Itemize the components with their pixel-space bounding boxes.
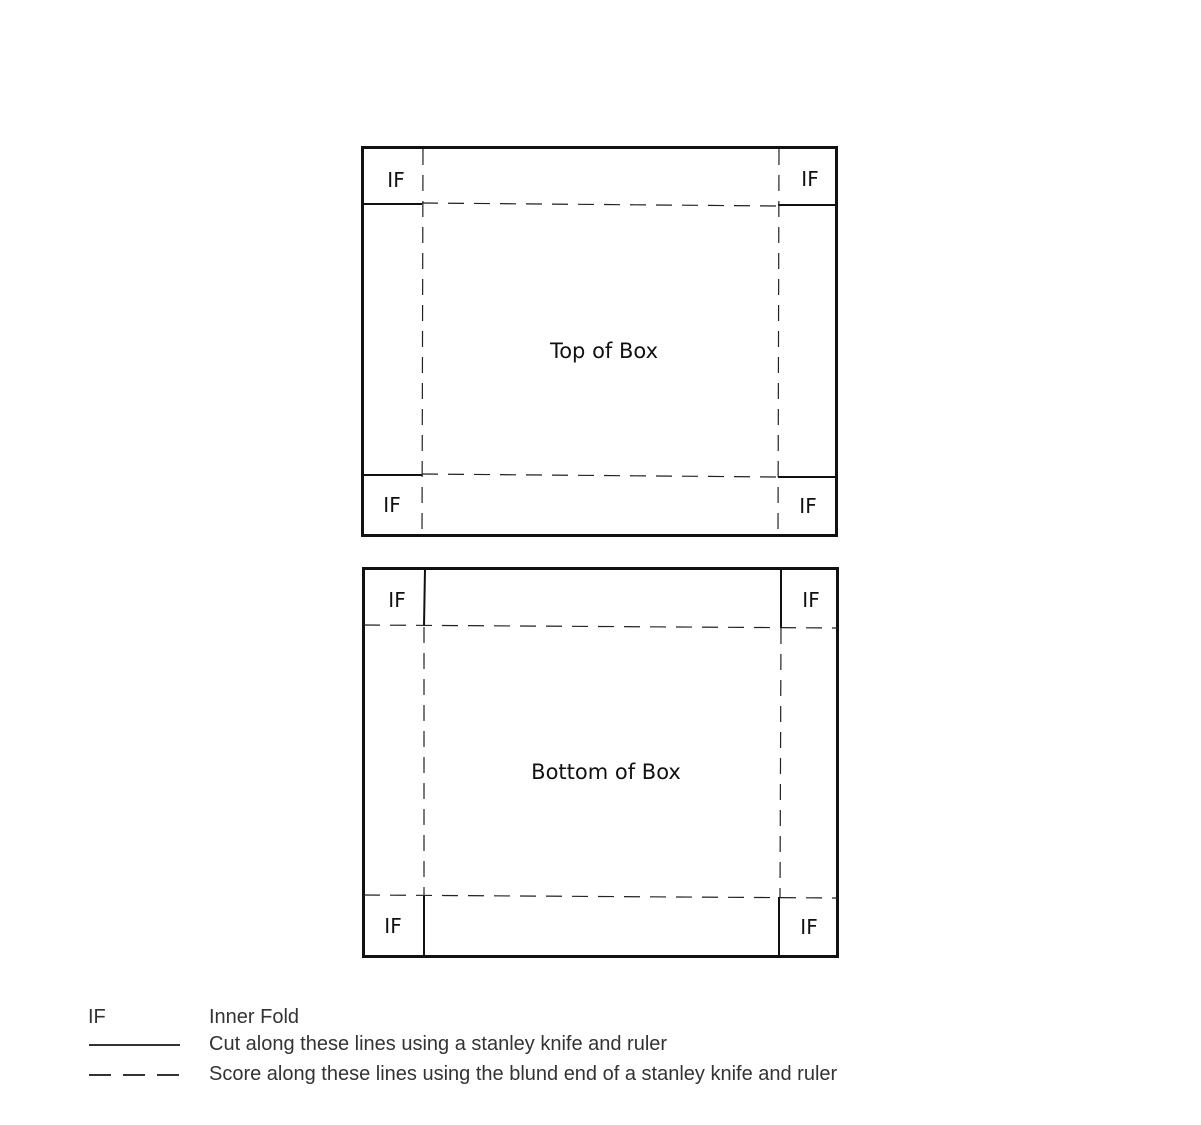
bottom-box-score-line [364, 625, 837, 628]
top-box-corner-label-bottom-left: IF [383, 493, 401, 517]
legend-fold-key: IF [88, 1006, 106, 1028]
top-box-score-line [422, 149, 423, 534]
top-box-title: Top of Box [549, 339, 659, 363]
bottom-box-cut-line [424, 569, 425, 626]
bottom-box-score-line [364, 895, 837, 898]
bottom-box-template [364, 569, 838, 957]
top-box-template [363, 148, 837, 536]
top-box-score-line [422, 203, 778, 206]
legend-fold-label: Inner Fold [209, 1006, 300, 1028]
bottom-box-corner-label-top-left: IF [388, 588, 406, 612]
legend-cut-label: Cut along these lines using a stanley knife and ruler [209, 1033, 668, 1055]
bottom-box-corner-label-bottom-left: IF [384, 914, 402, 938]
top-box-corner-label-top-right: IF [801, 167, 819, 191]
bottom-box-corner-label-top-right: IF [802, 588, 820, 612]
bottom-box-score-line [780, 628, 781, 897]
top-box-corner-label-top-left: IF [387, 168, 405, 192]
legend-score-label: Score along these lines using the blund end of a stanley knife and ruler [209, 1063, 838, 1085]
top-box-score-line [422, 474, 778, 477]
bottom-box-corner-label-bottom-right: IF [800, 915, 818, 939]
bottom-box-title: Bottom of Box [531, 760, 681, 784]
top-box-corner-label-bottom-right: IF [799, 494, 817, 518]
